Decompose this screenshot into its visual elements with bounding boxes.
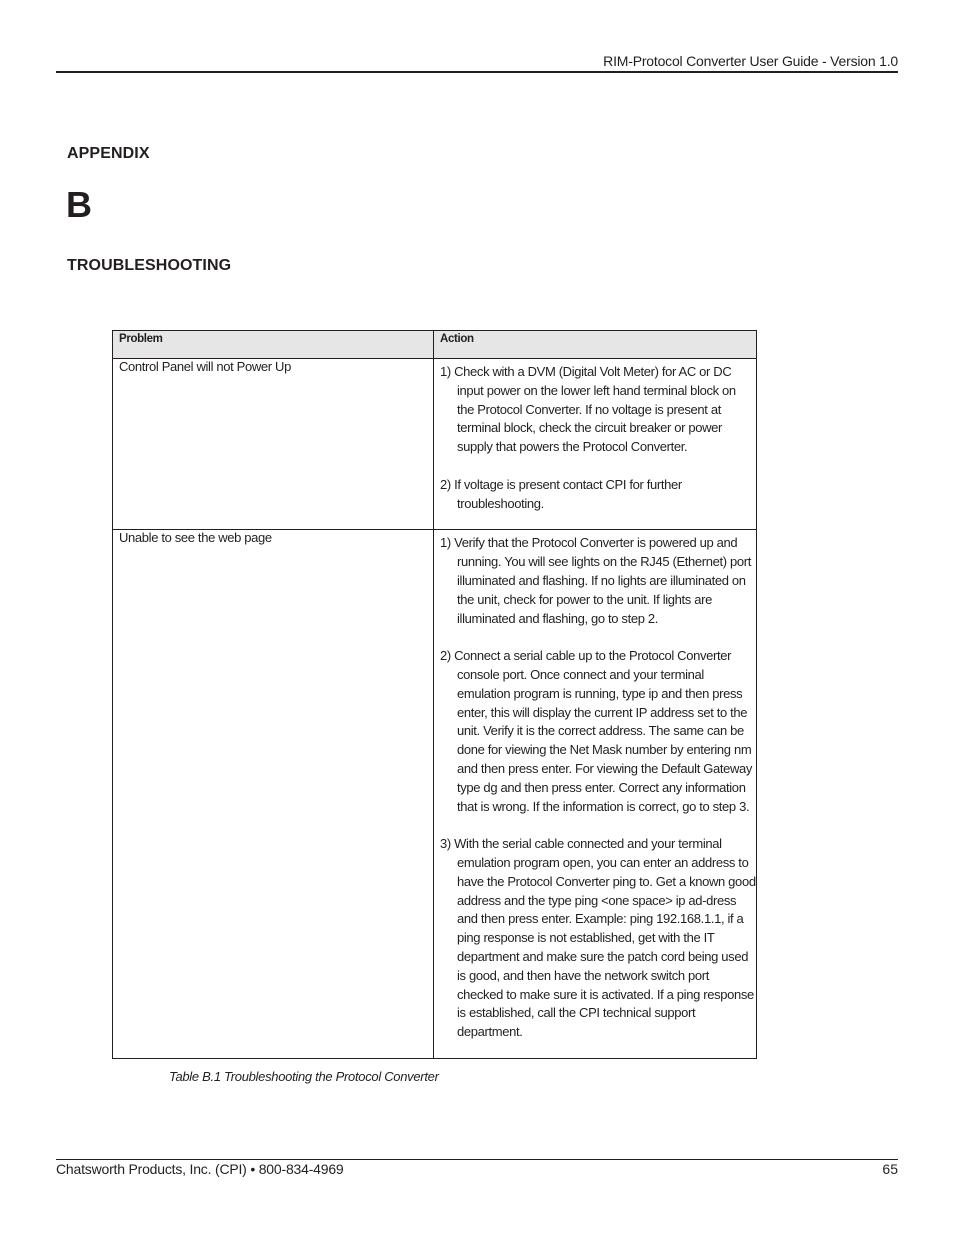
running-header: RIM-Protocol Converter User Guide - Version 1.0 xyxy=(603,53,898,69)
action-cell xyxy=(434,530,757,1059)
table-row xyxy=(113,359,757,530)
footer-rule xyxy=(56,1159,898,1160)
table-row xyxy=(113,530,757,1059)
column-header-action: Action xyxy=(434,331,757,359)
action-step: 2) If voltage is present contact CPI for further troubleshooting. xyxy=(440,476,682,511)
column-header-problem: Problem xyxy=(113,331,434,359)
problem-cell: Control Panel will not Power Up xyxy=(113,359,434,530)
action-step: 1) Check with a DVM (Digital Volt Meter) for AC or DC input power on the lower left hand terminal block on the Protocol Converter. If no voltage is present at terminal block, check the circuit breaker or power supply that powers the Protocol Converter. xyxy=(440,364,736,455)
troubleshooting-table xyxy=(112,330,757,1059)
problem-cell: Unable to see the web page xyxy=(113,530,434,1059)
section-title: TROUBLESHOOTING xyxy=(67,257,232,274)
action-step: 3) With the serial cable connected and your terminal emulation program open, you can enter an address to have the Protocol Converter ping to. Get a known good address and the type ping <one space> ip ad-dress and then press enter. Example: ping 192.168.1.1, if a ping response is not established, get with the IT department and make sure the patch cord being used is good, and then have the network switch port checked to make sure it is activated. If a ping response is established, call the CPI technical support department. xyxy=(440,836,756,1040)
table-header-row xyxy=(113,331,757,359)
table-caption: Table B.1 Troubleshooting the Protocol Converter xyxy=(169,1069,439,1084)
action-cell xyxy=(434,359,757,530)
header-rule xyxy=(56,71,898,73)
action-step: 1) Verify that the Protocol Converter is powered up and running. You will see lights on the RJ45 (Ethernet) port illuminated and flashing. If no lights are illuminated on the unit, check for power to the unit. If lights are illuminated and flashing, go to step 2. xyxy=(440,535,752,626)
footer-company: Chatsworth Products, Inc. (CPI) • 800-834-4969 xyxy=(56,1161,344,1177)
page-number: 65 xyxy=(882,1161,898,1177)
action-step: 2) Connect a serial cable up to the Protocol Converter console port. Once connect and your terminal emulation program is running, type ip and then press enter, this will display the current IP address set to the unit. Verify it is the correct address. The same can be done for viewing the Net Mask number by entering nm and then press enter. For viewing the Default Gateway type dg and then press enter. Correct any information that is wrong. If the information is correct, go to step 3. xyxy=(440,648,753,814)
appendix-letter: B xyxy=(66,184,92,225)
appendix-label: APPENDIX xyxy=(67,145,150,162)
